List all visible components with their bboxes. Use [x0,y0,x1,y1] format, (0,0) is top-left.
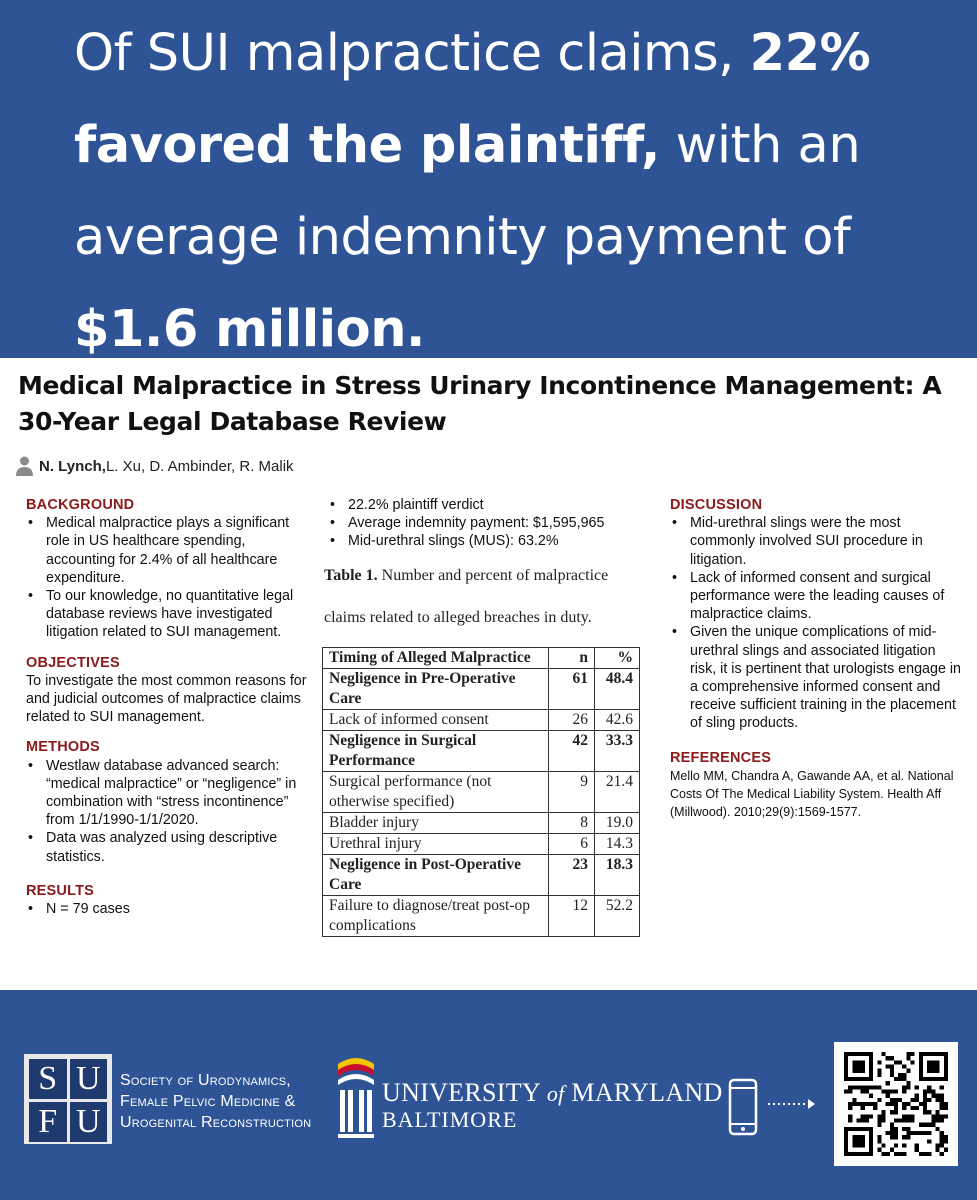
table-cell-n: 26 [549,709,595,730]
discussion-heading: DISCUSSION [670,497,763,513]
table-cell-label: Surgical performance (not otherwise specified) [323,771,549,812]
sufu-line: Female Pelvic Medicine & [120,1093,296,1110]
methods-heading: METHODS [26,739,100,756]
sufu-letter: F [29,1102,67,1142]
umb-line-1 [382,1080,723,1107]
table-header-cell: % [595,647,640,668]
table-cell-n: 61 [549,668,595,709]
sufu-letter: S [29,1059,67,1099]
table-cell-pct: 42.6 [595,709,640,730]
methods-list [26,757,311,866]
phone-icon [728,1078,758,1136]
table-cell-n: 6 [549,833,595,854]
table-caption [324,555,648,639]
qr-code[interactable] [834,1042,958,1166]
column-left [26,496,311,918]
results-item: • N = 79 cases [26,900,311,918]
umb-wordmark [382,1080,723,1133]
results-item: • Mid-urethral slings (MUS): 63.2% [328,532,648,550]
discussion-list [670,514,965,732]
sufu-logo [24,1054,112,1144]
objectives-heading: OBJECTIVES [26,654,120,671]
table-cell-label: Negligence in Pre-Operative Care [323,668,549,709]
qr-code-icon [844,1052,948,1156]
sufu-letter: U [70,1102,108,1142]
sufu-line: Urogenital Reconstruction [120,1114,312,1131]
background-item: • Medical malpractice plays a significant role in US healthcare spending, accounting for 2.4% of all healthcare expenditure. [26,514,311,587]
lead-author: N. Lynch, [39,457,106,475]
table-row [323,854,640,895]
table-cell-label: Bladder injury [323,812,549,833]
table-row [323,709,640,730]
methods-item: • Data was analyzed using descriptive statistics. [26,829,311,865]
umb-word-maryland: MARYLAND [571,1078,723,1107]
results-item: • 22.2% plaintiff verdict [328,496,648,514]
table-cell-pct: 48.4 [595,668,640,709]
table-row [323,812,640,833]
headline-part2: with an average indemnity payment of [74,116,861,267]
headline-banner [0,0,977,358]
author-line [16,456,294,476]
table-cell-label: Negligence in Surgical Performance [323,730,549,771]
discussion-item: • Given the unique complications of mid-urethral slings and associated litigation risk, it is pertinent that urologists engage in a comprehensive informed consent and receive sufficient training in the placement of sling products. [670,623,965,732]
umb-word-of: of [546,1081,565,1106]
sufu-name [120,1070,311,1133]
methods-item: • Westlaw database advanced search: “medical malpractice” or “negligence” in combination with “stress incontinence” from 1/1/1990-1/1/2020. [26,757,311,830]
references-heading: REFERENCES [670,749,772,766]
table-cell-label: Lack of informed consent [323,709,549,730]
poster-title: Medical Malpractice in Stress Urinary Incontinence Management: A 30-Year Legal Database Review [18,371,942,436]
column-middle [324,496,648,937]
table-row [323,668,640,709]
background-heading: BACKGROUND [26,497,135,513]
sufu-letter: U [70,1059,108,1099]
background-item: • To our knowledge, no quantitative legal database reviews have investigated litigation related to SUI management. [26,587,311,642]
headline-part1: Of SUI malpractice claims, [74,24,750,83]
background-list [26,514,311,641]
table-caption-label: Table 1. [324,566,378,584]
person-icon [16,456,33,476]
results-list-part2 [328,496,648,551]
headline-bold2: $1.6 million. [74,300,425,359]
table-cell-n: 8 [549,812,595,833]
co-authors: L. Xu, D. Ambinder, R. Malik [105,457,294,475]
table-row [323,771,640,812]
table-cell-n: 12 [549,895,595,936]
table-cell-n: 23 [549,854,595,895]
table-cell-pct: 21.4 [595,771,640,812]
references-text: Mello MM, Chandra A, Gawande AA, et al. National Costs Of The Medical Liability System. Health Aff (Millwood). 2010;29(9):1569-1577. [670,768,954,819]
umb-word-university: UNIVERSITY [382,1078,541,1107]
column-right [670,496,965,821]
table-cell-n: 9 [549,771,595,812]
table-header-cell: n [549,647,595,668]
arrow-dots-icon [768,1098,816,1110]
results-heading: RESULTS [26,882,94,899]
results-list-part1 [26,900,311,918]
headline-text [74,8,954,376]
table-row [323,833,640,854]
results-item: • Average indemnity payment: $1,595,965 [328,514,648,532]
table-cell-pct: 18.3 [595,854,640,895]
table-caption-text: Number and percent of malpractice claims related to alleged breaches in duty. [324,566,609,626]
table-cell-pct: 33.3 [595,730,640,771]
table-cell-label: Negligence in Post-Operative Care [323,854,549,895]
table-row [323,730,640,771]
table-cell-pct: 52.2 [595,895,640,936]
table-cell-label: Urethral injury [323,833,549,854]
objectives-text: To investigate the most common reasons for and judicial outcomes of malpractice claims related to SUI management. [26,672,307,726]
headline-bold1: 22% favored the plaintiff, [74,24,871,175]
table-cell-pct: 14.3 [595,833,640,854]
table-cell-n: 42 [549,730,595,771]
malpractice-table [322,647,640,937]
table-cell-label: Failure to diagnose/treat post-op complications [323,895,549,936]
discussion-item: • Lack of informed consent and surgical performance were the leading causes of malpractice claims. [670,569,965,624]
table-header-cell: Timing of Alleged Malpractice [323,647,549,668]
umb-crest-icon [336,1052,376,1142]
table-cell-pct: 19.0 [595,812,640,833]
discussion-item: • Mid-urethral slings were the most commonly involved SUI procedure in litigation. [670,514,965,569]
sufu-line: Society of Urodynamics, [120,1072,291,1089]
umb-line-2: BALTIMORE [382,1107,518,1132]
table-header-row [323,647,640,668]
table-row [323,895,640,936]
